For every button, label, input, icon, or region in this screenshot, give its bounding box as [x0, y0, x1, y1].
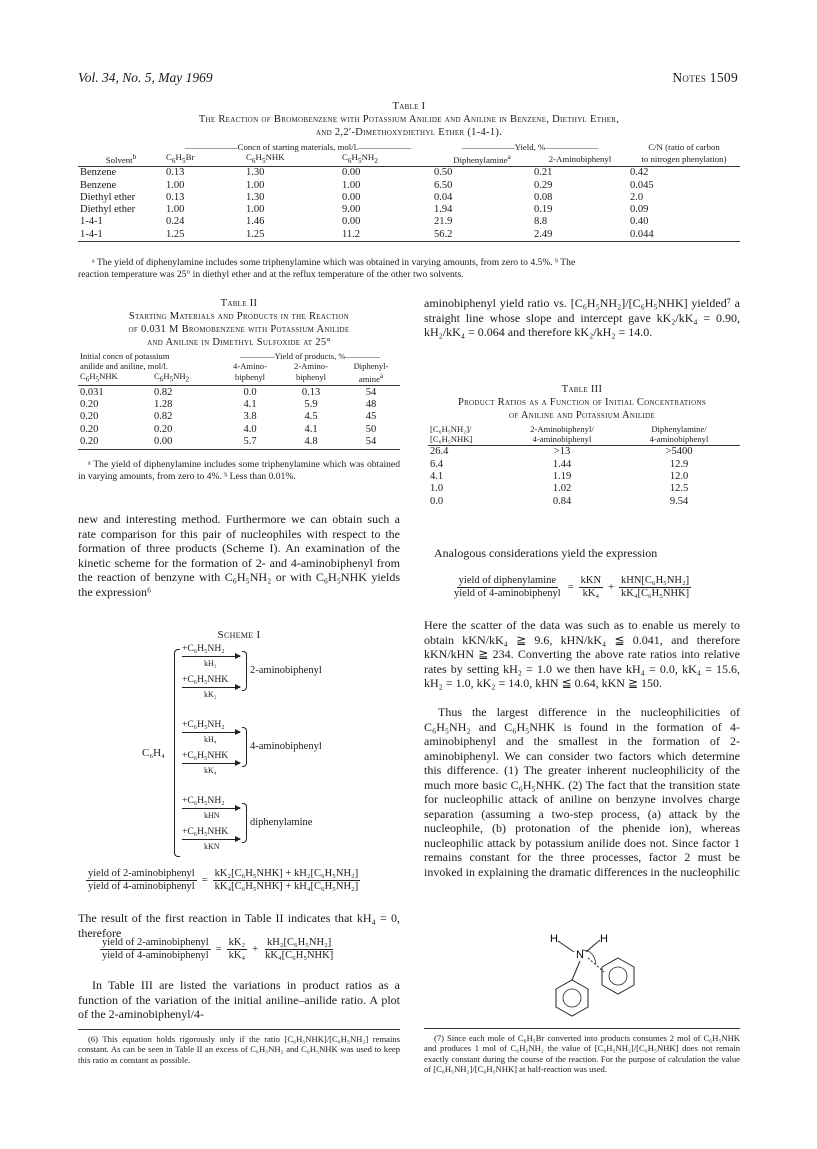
- eq2-t1-num: kK₂: [228, 937, 246, 948]
- table2-cell: 50: [365, 423, 377, 435]
- scheme1-reagent-nhk-3: +C₆H₅NHK: [182, 826, 229, 837]
- structure-h-left: H: [550, 933, 558, 945]
- table2-cell: 4.8: [304, 436, 318, 448]
- table1: [78, 142, 740, 243]
- table2-cell: 48: [365, 399, 377, 411]
- table1-head-diphenylamine: Diphenylamine$^a$: [453, 152, 511, 166]
- table1-cell: 1.00: [166, 204, 185, 216]
- right-paragraph-1: aminobiphenyl yield ratio vs. [C₆H₅NH₂]/[C₆H₅NHK] yielded⁷ a straight line whose slope and intercept gave kK₂/kK₄ = 0.90, kH₂/kK₄ = 0.064 and therefore kK₂/kH₂ = 14.0.: [424, 296, 740, 339]
- scheme1-kkn: kKN: [204, 842, 220, 851]
- table3-cell: 9.54: [669, 495, 689, 507]
- table1-cell: 0.00: [342, 216, 361, 228]
- table3-head-diph-b: 4-aminobiphenyl: [649, 433, 709, 444]
- eq2-lhs-den: yield of 4-aminobiphenyl: [102, 950, 209, 961]
- table3-cell: 12.9: [669, 458, 689, 470]
- table3-head-2amino-a: 2-Aminobiphenyl/: [530, 424, 594, 434]
- table3-row: [428, 459, 740, 471]
- scheme1-kk2: kK₂: [204, 690, 217, 699]
- table3-row: [428, 496, 740, 508]
- table2-cell: 0.82: [154, 386, 173, 398]
- table2-row: [78, 424, 400, 436]
- eq3-lhs-den: yield of 4-aminobiphenyl: [454, 588, 561, 599]
- scheme1-product-diphenylamine: diphenylamine: [250, 817, 313, 828]
- table1-cell: 0.044: [630, 228, 654, 240]
- footnote-rule-right: [424, 1028, 740, 1029]
- table1-cell: 1.46: [246, 216, 265, 228]
- table1-group-conc: ——————Concn of starting materials, mol/l.——————: [184, 142, 412, 152]
- bond-n-ring: [572, 961, 580, 980]
- left-paragraph-2: The result of the first reaction in Table II indicates that kH₄ = 0, therefore: [78, 911, 400, 940]
- eq1-rhs-num: kK₂[C₆H₅NHK] + kH₂[C₆H₅NH₂]: [214, 868, 359, 879]
- table2: Initial concn of potassium ————Yield of products, %———— anilide and aniline, mol/l. 4-Amino- 2-Amino- Diphenyl- $C_6H_5NHK$ $C_6H_5NH_2$ biphenyl biphenyl amine$^a$ 0.031 0.82 0.0 0.13 54 0.20 1.28 4.1 5.9 48 0.20 0.82 3.8 4.5 45 0.20 0.20 4.0 4.1 50 0.20 0.00 5.7 4.8 54: [78, 352, 400, 450]
- right-paragraph-2: Analogous considerations yield the expression: [434, 546, 658, 560]
- table2-cell: 45: [365, 411, 377, 423]
- page-number: Notes 1509: [672, 70, 738, 85]
- table3-row: [428, 471, 740, 483]
- table2-cell: 0.20: [80, 399, 99, 411]
- table3-title-line2: of Aniline and Potassium Anilide: [509, 410, 655, 421]
- table3: [428, 425, 740, 508]
- table1-cell: 0.19: [534, 204, 553, 216]
- table1-cell: 0.00: [342, 167, 361, 179]
- table1-head-c6h5nhk: $C_6H_5NHK$: [246, 152, 285, 165]
- table1-group-yield: ——————Yield, %——————: [461, 142, 599, 152]
- scheme1-product-4amino: 4-aminobiphenyl: [250, 741, 322, 752]
- footnote-rule-left: [78, 1029, 400, 1030]
- structure-h-right: H: [600, 933, 608, 945]
- table3-cell: >13: [553, 446, 571, 458]
- table2-head-4amino: biphenyl: [234, 372, 266, 383]
- table2-caption: [78, 297, 400, 349]
- table2-cell: 0.0: [243, 386, 257, 398]
- table1-cell: 21.9: [434, 216, 453, 228]
- table3-label: Table III: [561, 384, 603, 395]
- table3-head-diph-a: Diphenylamine/: [651, 424, 707, 434]
- table2-cell: 0.13: [301, 386, 321, 398]
- table1-cell: 0.50: [434, 167, 453, 179]
- table1-cell: 8.8: [534, 216, 548, 228]
- table2-cell: 54: [365, 386, 377, 398]
- structure-n: N: [576, 949, 584, 961]
- table1-cell: 1.30: [246, 167, 265, 179]
- table1-title-line1: The Reaction of Bromobenzene with Potassium Anilide and Aniline in Benzene, Diethyl Ether,: [198, 114, 620, 125]
- eq3-t1-num: kKN: [580, 575, 602, 586]
- table2-cell: 0.031: [80, 386, 104, 398]
- table1-cell: 1.00: [166, 179, 185, 191]
- scheme1-khn: kHN: [204, 811, 220, 820]
- scheme1-reagent-nhk-1: +C₆H₅NHK: [182, 674, 229, 685]
- aniline-ring-icon: [556, 980, 588, 1016]
- table1-title-line2: and 2,2′-Dimethoxydiethyl Ether (1-4-1).: [315, 127, 503, 138]
- eq2-t2-num: kH₂[C₆H₅NH₂]: [267, 937, 332, 948]
- table1-footnote: [78, 257, 740, 280]
- table1-footnote-line1: ᵃ The yield of diphenylamine includes some triphenylamine which was obtained in varying amounts, from zero to 4.5%. ᵇ The: [92, 257, 576, 268]
- table2-cell: 0.20: [154, 423, 173, 435]
- table3-title-line1: Product Ratios as a Function of Initial Concentrations: [457, 397, 707, 408]
- table2-cell: 0.00: [154, 436, 173, 448]
- left-paragraph-1: new and interesting method. Furthermore we can obtain such a rate comparison for this pair of nucleophiles with respect to the formation of three products (Scheme I). An examination of the kinetic scheme for the formation of 2- and 4-aminobiphenyl from the reaction of benzyne with C₆H₅NH₂ or with C₆H₅NHK yields the expression⁶: [78, 512, 400, 599]
- equation-2: $\frac{\text{yield of 2-aminobiphenyl}}{\text{yield of 4-aminobiphenyl}}$ = $\frac{\text{kK₂}}{\text{kK₄}}$ + $\frac{\text{kH₂[C₆H₅NH₂]}}{\text{kK₄[C₆H₅NHK]}}$: [102, 937, 334, 961]
- table2-head-c6h5nhk: $C_6H_5NHK$: [80, 370, 118, 384]
- table3-cell: 26.4: [430, 446, 449, 458]
- table3-cell: 12.0: [669, 470, 689, 482]
- table1-cell: 1.00: [342, 179, 361, 191]
- table1-cell: Diethyl ether: [80, 191, 136, 203]
- table1-head-c6h5nh2: $C_6H_5NH_2$: [342, 152, 378, 165]
- eq3-t2-den: kK₄[C₆H₅NHK]: [621, 588, 690, 599]
- eq1-rhs-den: kK₄[C₆H₅NHK] + kH₄[C₆H₅NH₂]: [214, 881, 359, 892]
- scheme1-main-brace: [174, 649, 180, 857]
- table2-row: [78, 387, 400, 399]
- table1-head-solvent: Solvent$^b$: [105, 152, 137, 166]
- scheme1-kh4: kH₄: [204, 735, 217, 744]
- eq2-t2-den: kK₄[C₆H₅NHK]: [265, 950, 334, 961]
- footnote-7: (7) Since each mole of C₆H₅Br converted into products consumes 2 mol of C₆H₅NHK and produces 1 mol of C₆H₅NH₂ the value of [C₆H₅NH₂]/[C₆H₅NHK] does not remain exactly constant during the course of the reaction. For the purpose of calculation the value of [C₆H₅NH₂]/[C₆H₅NHK] at half-reaction was used.: [424, 1033, 740, 1075]
- table3-cell: 4.1: [430, 470, 444, 482]
- table1-cell: 6.50: [434, 179, 453, 191]
- table1-cell: 11.2: [342, 228, 360, 240]
- table2-head-c6h5nh2: $C_6H_5NH_2$: [154, 370, 190, 384]
- scheme1-arrow-kkn: [182, 839, 240, 840]
- table1-head-cn1: C/N (ratio of carbon: [648, 142, 720, 152]
- eq2-t1-den: kK₄: [228, 950, 246, 961]
- table1-cell: Benzene: [80, 179, 117, 191]
- table2-head-2amino: biphenyl: [295, 372, 327, 383]
- table1-cell: 9.00: [342, 204, 361, 216]
- table1-row: [78, 204, 740, 216]
- table1-head-cn2: to nitrogen phenylation): [641, 153, 727, 164]
- table3-cell: 0.84: [552, 495, 572, 507]
- table3-cell: 6.4: [430, 458, 444, 470]
- eq1-lhs-den: yield of 4-aminobiphenyl: [88, 881, 195, 892]
- table1-head-2amino: 2-Aminobiphenyl: [548, 153, 612, 164]
- table2-label: Table II: [220, 298, 258, 309]
- scheme1-kh2: kH₂: [204, 659, 217, 668]
- table1-cell: Benzene: [80, 167, 117, 179]
- table1-cell: 1.00: [246, 179, 265, 191]
- bond-nh-right: [586, 940, 600, 952]
- equation-1: $\frac{\text{yield of 2-aminobiphenyl}}{\text{yield of 4-aminobiphenyl}}$ = $\frac{\text{kK₂[C₆H₅NHK] + kH₂[C₆H₅NH₂]}}{\text{kK₄[C₆H₅NHK] + kH₄[C₆H₅NH₂]}}$: [88, 868, 359, 892]
- equation-3: $\frac{\text{yield of diphenylamine}}{\text{yield of 4-aminobiphenyl}}$ = $\frac{\text{kKN}}{\text{kK₄}}$ + $\frac{\text{kHN[C₆H₅NH₂]}}{\text{kK₄[C₆H₅NHK]}}$: [454, 575, 690, 599]
- table2-head-initial1: Initial concn of potassium: [80, 351, 170, 361]
- table3-head-2amino-b: 4-aminobiphenyl: [532, 433, 592, 444]
- scheme1-arrow-kh2: [182, 656, 240, 657]
- table1-cell: 1.94: [434, 204, 453, 216]
- scheme1-arrow-kk2: [182, 687, 240, 688]
- table1-cell: 0.09: [630, 204, 649, 216]
- table1-cell: 0.13: [166, 191, 185, 203]
- table3-caption: [424, 383, 740, 422]
- table3-cell: 1.19: [552, 470, 572, 482]
- table1-cell: 1.30: [246, 191, 265, 203]
- table2-cell: 4.1: [243, 399, 257, 411]
- table1-cell: 56.2: [434, 228, 453, 240]
- scheme1-reagent-nh2-1: +C₆H₅NH₂: [182, 643, 225, 654]
- table1-caption: [78, 100, 740, 139]
- table2-head-initial2: anilide and aniline, mol/l.: [80, 360, 169, 371]
- scheme1-kk4: kK₄: [204, 766, 217, 775]
- table2-cell: 4.0: [243, 423, 257, 435]
- table2-title-line2: of 0.031 M Bromobenzene with Potassium Anilide: [128, 324, 350, 335]
- scheme1-arrow-khn: [182, 808, 240, 809]
- table3-head-ratio-a: [C₆H₅NH₂]/: [430, 424, 472, 434]
- table1-head-c6h5br: $C_6H_5Br$: [166, 152, 195, 165]
- left-paragraph-3: In Table III are listed the variations in product ratios as a function of the variation of the initial aniline–anilide ratio. A plot of the 2-aminobiphenyl/4-: [78, 978, 400, 1021]
- table2-title-line3: and Aniline in Dimethyl Sulfoxide at 25°: [147, 337, 331, 348]
- right-paragraph-3: Here the scatter of the data was such as to enable us merely to obtain kKN/kK₄ ≧ 9.6, kHN/kK₄ ≦ 0.041, and therefore kKN/kHN ≧ 234. Converting the above rate ratios into relative rates by setting kH₂ = 1.0 we then have kH₄ = 0.0, kK₄ = 15.6, kH₂ = 1.0, kK₂ = 14.0, kHN ≦ 0.64, kKN ≧ 150.: [424, 618, 740, 690]
- footnote-6: (6) This equation holds rigorously only if the ratio [C₆H₅NHK]/[C₆H₅NH₂] remains constant. As can be seen in Table II an excess of C₆H₅NH₂ and C₆H₅NHK was used to keep this ratio as constant as possible.: [78, 1034, 400, 1065]
- eq3-lhs-num: yield of diphenylamine: [458, 575, 557, 586]
- table2-title-line1: Starting Materials and Products in the Reaction: [128, 311, 350, 322]
- table1-label: Table I: [392, 101, 426, 112]
- table3-cell: 0.0: [430, 495, 444, 507]
- scheme1-reagent-nhk-2: +C₆H₅NHK: [182, 750, 229, 761]
- table2-cell: 0.82: [154, 411, 173, 423]
- eq3-t1-den: kK₄: [582, 588, 600, 599]
- table1-cell: 0.04: [434, 191, 453, 203]
- table2-cell: 4.1: [304, 423, 318, 435]
- benzyne-ring-icon: [602, 958, 634, 994]
- table1-row: [78, 216, 740, 228]
- scheme1-arrow-kk4: [182, 763, 240, 764]
- table2-cell: 54: [365, 436, 377, 448]
- table1-cell: 0.29: [534, 179, 553, 191]
- table2-cell: 0.20: [80, 423, 99, 435]
- table2-row: [78, 411, 400, 423]
- table1-row: [78, 167, 740, 179]
- table2-row: [78, 436, 400, 449]
- table1-cell: Diethyl ether: [80, 204, 136, 216]
- electron-arrow-icon: [582, 950, 596, 964]
- table2-cell: 0.20: [80, 411, 99, 423]
- table1-cell: 0.045: [630, 179, 654, 191]
- table2-cell: 5.9: [304, 399, 318, 411]
- table1-cell: 1-4-1: [80, 216, 103, 228]
- table1-cell: 2.49: [534, 228, 553, 240]
- table1-cell: 0.13: [166, 167, 185, 179]
- right-paragraph-4: Thus the largest difference in the nucleophilicities of C₆H₅NH₂ and C₆H₅NHK is found in the formation of 4-aminobiphenyl and the smallest in the formation of 2-aminobiphenyl. We can consider two factors which determine this difference. (1) The greater inherent nucleophilicity of the much more basic C₆H₅NHK. (2) The fact that the transition state for nucleophilic attack of aniline on benzyne involves charge separation (assuming a two-step process, (a) attack by the nucleophile, (b) protonation of the phenide ion), whereas nucleophilic attack by potassium anilide does not. Since factor 1 remains constant for the three processes, factor 2 must be invoked in explaining the dramatic differences in the nucleophilic: [424, 705, 740, 879]
- scheme1-label: Scheme I: [217, 629, 261, 641]
- table3-row: [428, 483, 740, 495]
- table1-cell: 1.25: [246, 228, 265, 240]
- table1-cell: 0.24: [166, 216, 185, 228]
- table2-cell: 4.5: [304, 411, 318, 423]
- table3-cell: 1.0: [430, 483, 444, 495]
- table3-cell: 1.44: [552, 458, 572, 470]
- table1-row: [78, 192, 740, 204]
- table2-cell: 5.7: [243, 436, 257, 448]
- table1-cell: 0.21: [534, 167, 553, 179]
- scheme1-reagent-nh2-2: +C₆H₅NH₂: [182, 719, 225, 730]
- bond-nh-left: [558, 941, 574, 952]
- table1-cell: 2.0: [630, 191, 644, 203]
- scheme1-arrow-kh4: [182, 732, 240, 733]
- table3-cell: 1.02: [552, 483, 572, 495]
- eq1-lhs-num: yield of 2-aminobiphenyl: [88, 868, 195, 879]
- table2-row: [78, 399, 400, 411]
- table1-cell: 1.00: [246, 204, 265, 216]
- table1-cell: 0.00: [342, 191, 361, 203]
- scheme1: [78, 643, 400, 865]
- table1-footnote-line2: reaction temperature was 25° in diethyl ether and at the reflux temperature of the other two solvents.: [78, 268, 464, 280]
- eq3-t2-num: kHN[C₆H₅NH₂]: [621, 575, 690, 586]
- table2-head-diphenylamine: amine$^a$: [358, 372, 384, 384]
- table1-row: [78, 229, 740, 242]
- table2-cell: 1.28: [154, 399, 173, 411]
- table1-cell: 1-4-1: [80, 228, 103, 240]
- table3-row: [428, 446, 740, 458]
- eq2-lhs-num: yield of 2-aminobiphenyl: [102, 937, 209, 948]
- table1-cell: 0.42: [630, 167, 649, 179]
- transition-state-structure: [520, 928, 680, 1020]
- table1-cell: 0.40: [630, 216, 649, 228]
- table3-cell: 12.5: [669, 483, 689, 495]
- table1-cell: 0.08: [534, 191, 553, 203]
- scheme1-reactant: C₆H₄: [142, 747, 165, 759]
- table3-cell: >5400: [665, 446, 693, 458]
- journal-volume: Vol. 34, No. 5, May 1969: [78, 70, 213, 85]
- table2-cell: 3.8: [243, 411, 257, 423]
- table2-footnote: ᵃ The yield of diphenylamine includes some triphenylamine which was obtained in varying amounts, from zero to 4%. ᵇ Less than 0.01%.: [78, 459, 400, 482]
- table1-row: [78, 180, 740, 192]
- scheme1-product-2amino: 2-aminobiphenyl: [250, 665, 322, 676]
- table2-cell: 0.20: [80, 436, 99, 448]
- table3-head-ratio-b: [C₆H₅NHK]: [430, 433, 473, 444]
- table2-head-yield: ————Yield of products, %————: [240, 351, 380, 361]
- scheme1-reagent-nh2-3: +C₆H₅NH₂: [182, 795, 225, 806]
- table1-cell: 1.25: [166, 228, 185, 240]
